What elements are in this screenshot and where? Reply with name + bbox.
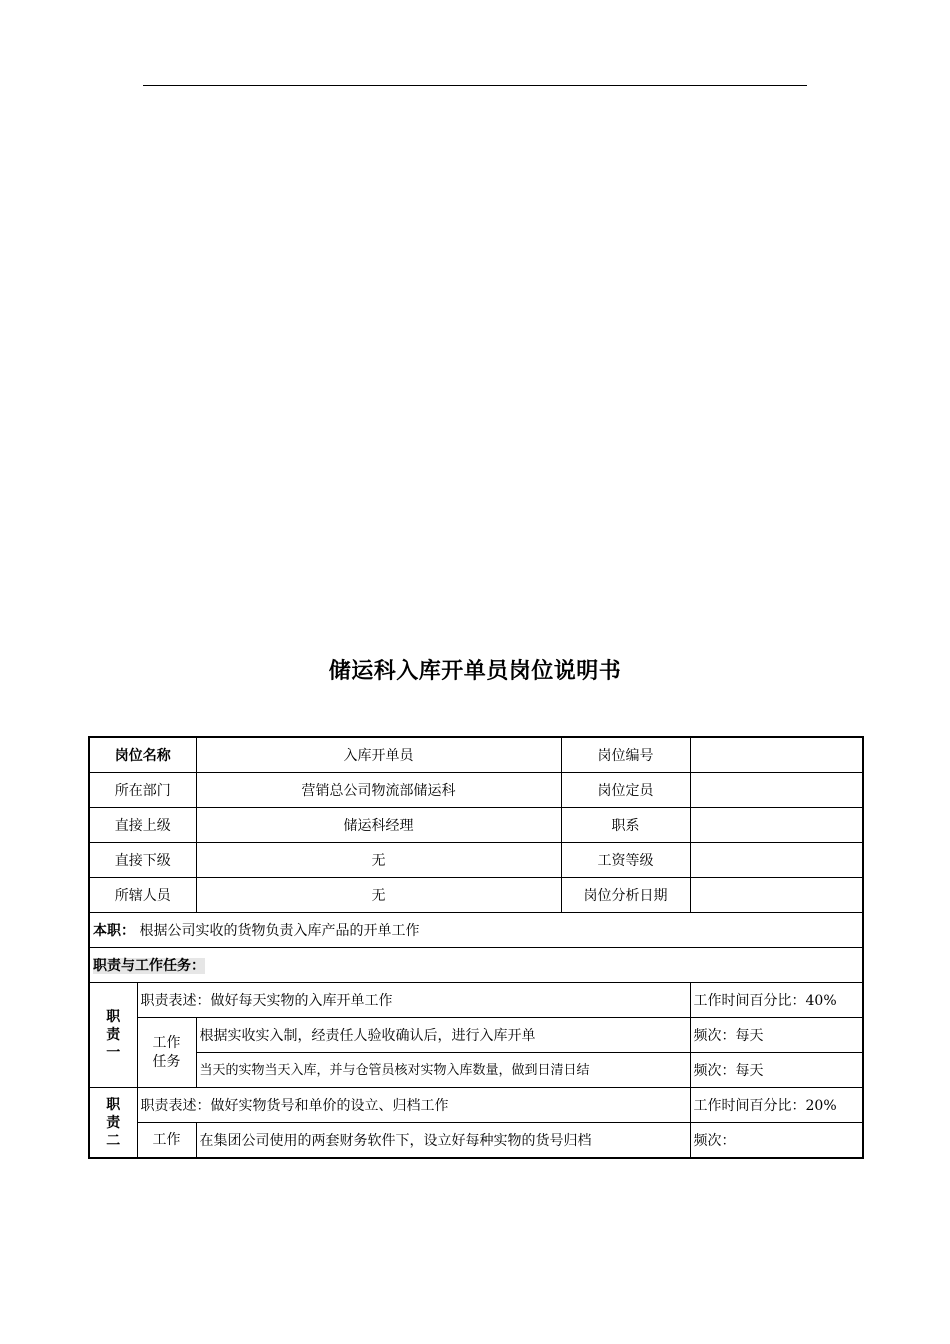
- info-label-2: 岗位定员: [561, 773, 690, 808]
- task-label-line: 工作: [152, 1034, 181, 1051]
- duty-time-percent: 工作时间百分比：40%: [690, 983, 863, 1018]
- duty-label-char: 责: [106, 1027, 121, 1043]
- info-value: 储运科经理: [196, 808, 561, 843]
- duty-label-char: 职: [106, 1096, 121, 1113]
- info-value: 无: [196, 843, 561, 878]
- main-duty-cell: [89, 913, 863, 948]
- task-text: 当天的实物当天入库，并与仓管员核对实物入库数量，做到日清日结: [196, 1053, 690, 1088]
- info-value: 无: [196, 878, 561, 913]
- duties-heading: [89, 948, 863, 983]
- info-label: 所在部门: [89, 773, 196, 808]
- info-label: 所辖人员: [89, 878, 196, 913]
- task-text: 根据实收实入制，经责任人验收确认后，进行入库开单: [196, 1018, 690, 1053]
- info-label-2: 岗位编号: [561, 737, 690, 773]
- duty-label-char: 职: [106, 1009, 121, 1025]
- duty-statement: 职责表述：做好每天实物的入库开单工作: [137, 983, 690, 1018]
- info-label: 直接下级: [89, 843, 196, 878]
- info-value: 入库开单员: [196, 737, 561, 773]
- task-label: [137, 1018, 196, 1088]
- duty-time-percent: 工作时间百分比：20%: [690, 1088, 863, 1123]
- duty-statement: 职责表述：做好实物货号和单价的设立、归档工作: [137, 1088, 690, 1123]
- duty-label: [89, 983, 137, 1088]
- task-frequency: 频次：每天: [690, 1053, 863, 1088]
- task-label: [137, 1123, 196, 1159]
- info-label-2: 岗位分析日期: [561, 878, 690, 913]
- info-row: [89, 878, 863, 913]
- main-duty-text: 根据公司实收的货物负责入库产品的开单工作: [139, 923, 420, 939]
- duty-label: [89, 1088, 137, 1159]
- task-label-line: 工作: [152, 1131, 181, 1148]
- duty-label-char: 一: [106, 1045, 121, 1061]
- task-label-line: 任务: [152, 1053, 181, 1070]
- info-value-2: [690, 843, 863, 878]
- main-duty-row: [89, 913, 863, 948]
- info-label: 直接上级: [89, 808, 196, 843]
- duty-label-char: 责: [106, 1114, 121, 1131]
- info-value-2: [690, 737, 863, 773]
- info-row: [89, 737, 863, 773]
- duty-statement-row: [89, 983, 863, 1018]
- duty-task-row: [89, 1053, 863, 1088]
- header-rule: [143, 85, 807, 86]
- main-duty-label: 本职：: [93, 923, 135, 939]
- duty-task-row: [89, 1018, 863, 1053]
- info-row: [89, 843, 863, 878]
- duties-heading-text: 职责与工作任务：: [93, 958, 205, 974]
- info-label-2: 职系: [561, 808, 690, 843]
- task-frequency: 频次：每天: [690, 1018, 863, 1053]
- document-title: 储运科入库开单员岗位说明书: [328, 659, 622, 684]
- duty-task-row: [89, 1123, 863, 1159]
- task-frequency: 频次：: [690, 1123, 863, 1159]
- info-value-2: [690, 808, 863, 843]
- duty-statement-row: [89, 1088, 863, 1123]
- info-label: 岗位名称: [89, 737, 196, 773]
- info-value-2: [690, 773, 863, 808]
- info-value-2: [690, 878, 863, 913]
- duty-label-char: 二: [106, 1132, 121, 1149]
- info-label-2: 工资等级: [561, 843, 690, 878]
- duties-heading-row: [89, 948, 863, 983]
- task-text: 在集团公司使用的两套财务软件下，设立好每种实物的货号归档: [196, 1123, 690, 1159]
- job-description-table: [88, 736, 864, 1159]
- info-value: 营销总公司物流部储运科: [196, 773, 561, 808]
- info-row: [89, 773, 863, 808]
- info-row: [89, 808, 863, 843]
